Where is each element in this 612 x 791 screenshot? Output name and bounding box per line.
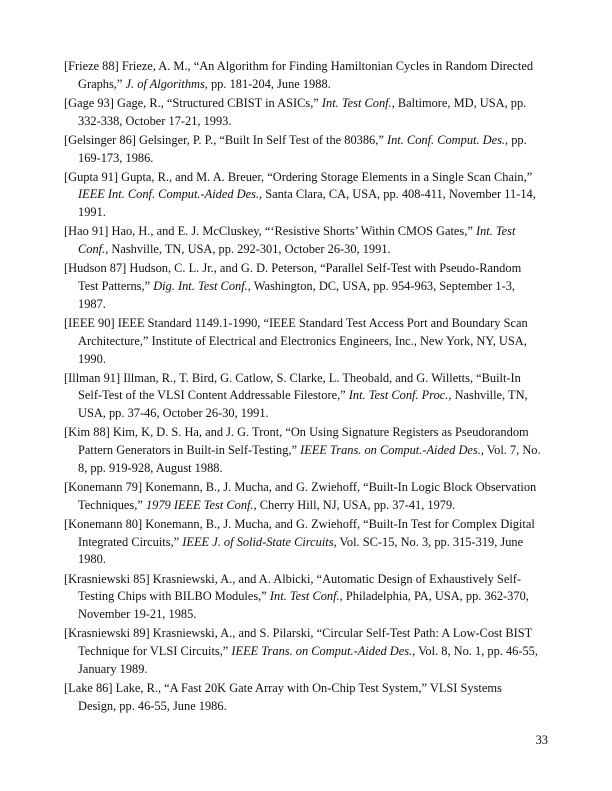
reference-text: Hudson, C. L. Jr., and G. D. Peterson, “Parallel Self-Test with Pseudo-Random Test Patterns,” xyxy=(78,261,522,294)
reference-key: [Konemann 80] xyxy=(64,516,143,531)
reference-key: [Krasniewski 89] xyxy=(64,626,150,641)
reference-key: [Illman 91] xyxy=(64,370,121,385)
reference-details: , Vol. SC-15, No. 3, pp. 315-319, June 1980. xyxy=(78,534,524,567)
reference-venue: Int. Test Conf. xyxy=(321,95,392,110)
reference-key: [Krasniewski 85] xyxy=(64,571,150,586)
reference-details: , Baltimore, MD, USA, pp. 332-338, October 17-21, 1993. xyxy=(78,95,527,128)
reference-venue: 1979 IEEE Test Conf. xyxy=(145,497,254,512)
reference-venue: Int. Test Conf. xyxy=(269,589,340,604)
reference-venue: IEEE Trans. on Comput.-Aided Des. xyxy=(231,644,413,659)
reference-key: [Frieze 88] xyxy=(64,59,119,73)
reference-item xyxy=(64,680,542,716)
reference-text: Krasniewski, A., and S. Pilarski, “Circular Self-Test Path: A Low-Cost BIST Technique for VLSI Circuits,” xyxy=(78,626,532,659)
reference-item xyxy=(64,516,542,569)
reference-item xyxy=(64,424,542,477)
reference-item xyxy=(64,625,542,678)
reference-item xyxy=(64,315,542,368)
reference-details: , Washington, DC, USA, pp. 954-963, September 1-3, 1987. xyxy=(78,279,515,311)
reference-key: [Konemann 79] xyxy=(64,480,143,494)
reference-text: Gage, R., “Structured CBIST in ASICs,” xyxy=(117,95,319,110)
reference-details: , Vol. 7, No. 8, pp. 919-928, August 1988. xyxy=(78,443,541,475)
reference-item xyxy=(64,132,542,168)
reference-item xyxy=(64,260,542,313)
reference-item xyxy=(64,571,542,624)
reference-venue: IEEE J. of Solid-State Circuits xyxy=(182,534,334,549)
reference-details: , Vol. 8, No. 1, pp. 46-55, January 1989. xyxy=(78,644,538,676)
reference-venue: IEEE Int. Conf. Comput.-Aided Des. xyxy=(78,187,260,202)
reference-key: [Hao 91] xyxy=(64,224,109,239)
reference-text: IEEE Standard 1149.1-1990, “IEEE Standard Test Access Port and Boundary Scan Architecture,” Institute of Electrical and Electronics Engineers, Inc., New York, NY, USA, 1990. xyxy=(78,315,528,366)
reference-details: , Nashville, TN, USA, pp. 37-46, October 26-30, 1991. xyxy=(78,388,528,421)
page-number: 33 xyxy=(535,733,548,747)
reference-text: Gelsinger, P. P., “Built In Self Test of the 80386,” xyxy=(139,132,384,147)
reference-key: [Gelsinger 86] xyxy=(64,132,136,147)
reference-item xyxy=(64,223,542,259)
reference-text: Konemann, B., J. Mucha, and G. Zwiehoff, “Built-In Test for Complex Digital Integrated Circuits,” xyxy=(78,516,535,549)
reference-venue: Int. Conf. Comput. Des. xyxy=(386,132,506,147)
reference-item xyxy=(64,95,542,131)
reference-text: Konemann, B., J. Mucha, and G. Zwiehoff, “Built-In Logic Block Observation Techniques,” xyxy=(78,480,537,512)
reference-details: , Philadelphia, PA, USA, pp. 362-370, November 19-21, 1985. xyxy=(78,589,529,622)
reference-key: [Gupta 91] xyxy=(64,169,119,184)
reference-key: [Gage 93] xyxy=(64,95,114,110)
reference-details: , Cherry Hill, NJ, USA, pp. 37-41, 1979. xyxy=(253,497,456,512)
reference-list xyxy=(64,58,542,717)
reference-item xyxy=(64,370,542,423)
reference-text: Lake, R., “A Fast 20K Gate Array with On-Chip Test System,” VLSI Systems Design, pp. 46-55, June 1986. xyxy=(78,680,502,713)
reference-item xyxy=(64,58,542,94)
reference-key: [Lake 86] xyxy=(64,680,113,695)
reference-item xyxy=(64,169,542,222)
reference-venue: Int. Test Conf. xyxy=(78,224,516,257)
reference-text: Krasniewski, A., and A. Albicki, “Automatic Design of Exhaustively Self-Testing Chips with BILBO Modules,” xyxy=(78,571,522,604)
reference-venue: J. of Algorithms xyxy=(125,76,205,91)
reference-key: [Hudson 87] xyxy=(64,261,127,276)
reference-details: , pp. 181-204, June 1988. xyxy=(204,76,331,91)
reference-details: , Santa Clara, CA, USA, pp. 408-411, November 11-14, 1991. xyxy=(78,187,536,220)
reference-text: Frieze, A. M., “An Algorithm for Finding Hamiltonian Cycles in Random Directed Graphs,” xyxy=(78,59,534,91)
reference-details: , Nashville, TN, USA, pp. 292-301, October 26-30, 1991. xyxy=(105,242,391,257)
reference-text: Illman, R., T. Bird, G. Catlow, S. Clarke, L. Theobald, and G. Willetts, “Built-In Self-Test of the VLSI Content Addressable Filestore,” xyxy=(78,370,521,403)
reference-venue: IEEE Trans. on Comput.-Aided Des. xyxy=(300,443,481,458)
reference-text: Kim, K, D. S. Ha, and J. G. Tront, “On Using Signature Registers as Pseudorandom Pattern Generators in Built-in Self-Testing,” xyxy=(78,425,529,458)
reference-details: , pp. 169-173, 1986. xyxy=(78,132,527,165)
reference-venue: Dig. Int. Test Conf. xyxy=(153,279,248,294)
reference-key: [Kim 88] xyxy=(64,425,110,440)
reference-venue: Int. Test Conf. Proc. xyxy=(348,388,449,403)
reference-text: Hao, H., and E. J. McCluskey, “‘Resistive Shorts’ Within CMOS Gates,” xyxy=(111,224,473,239)
reference-key: [IEEE 90] xyxy=(64,315,115,330)
reference-text: Gupta, R., and M. A. Breuer, “Ordering Storage Elements in a Single Scan Chain,” xyxy=(121,169,533,184)
reference-item xyxy=(64,479,542,515)
